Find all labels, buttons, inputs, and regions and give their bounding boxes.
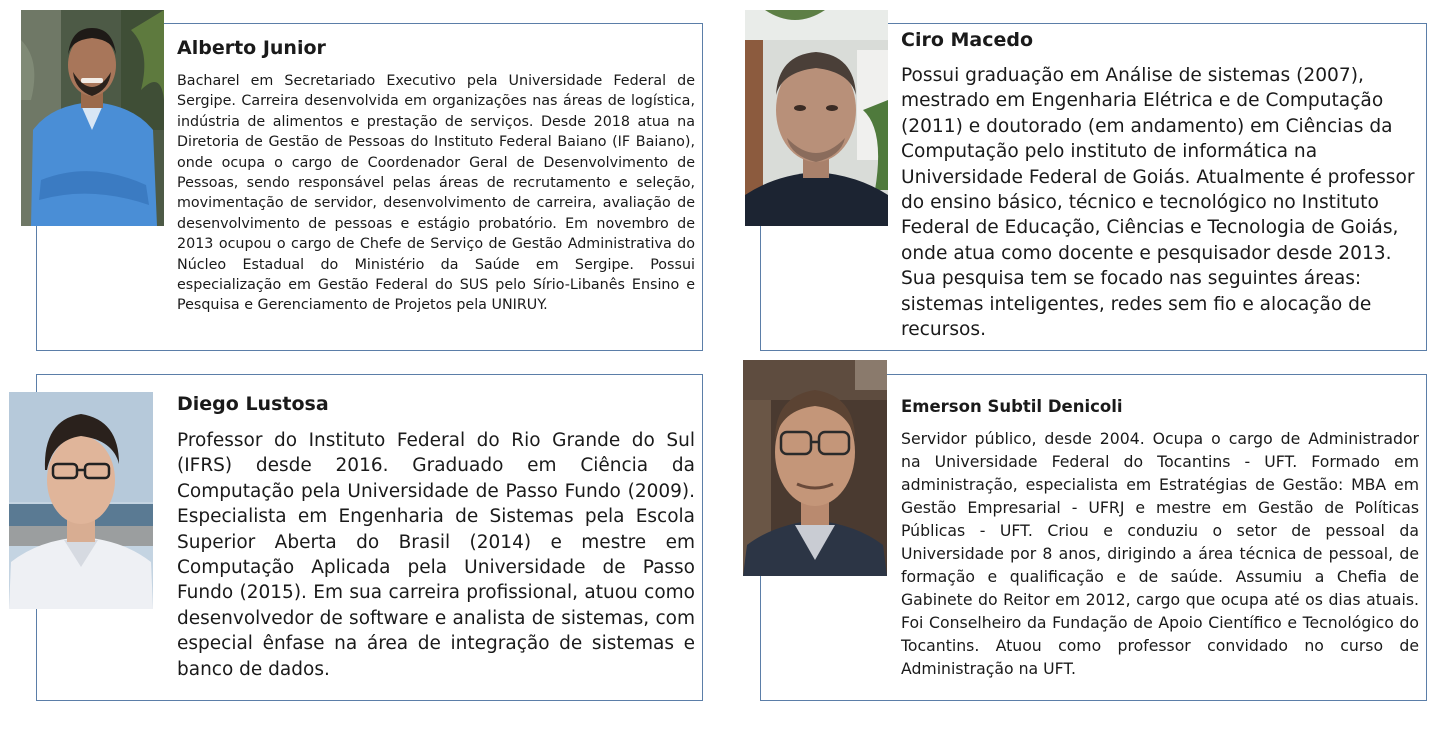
profile-bio-alberto: Bacharel em Secretariado Executivo pela Universidade Federal de Sergipe. Carreira desenvolvida em organizações nas áreas de logística, indústria de alimentos e prestação de serviços. Desde 2018 atua na Diretoria de Gestão de Pessoas do Instituto Federal Baiano (IF Baiano), onde ocupa o cargo de Coordenador Geral de Desenvolvimento de Pessoas, sendo responsável pelas áreas de recrutamento e seleção, movimentação de servidor, desenvolvimento de carreira, avaliação de desenvolvimento de pessoas e estágio probatório. Em novembro de 2013 ocupou o cargo de Chefe de Serviço de Gestão Administrativa do Núcleo Estadual do Ministério da Saúde em Sergipe. Possui especialização em Gestão Federal do SUS pelo Sírio-Libanês Ensino e Pesquisa e Gerenciamento de Projetos pela UNIRUY. (177, 73, 695, 314)
profile-bio-diego: Professor do Instituto Federal do Rio Grande do Sul (IFRS) desde 2016. Graduado em Ciência da Computação pela Universidade de Passo Fundo (2009). Especialista em Engenharia de Sistemas pela Escola Superior Aberta do Brasil (2014) e mestre em Computação Aplicada pela Universidade de Passo Fundo (2015). Em sua carreira profissional, atuou como desenvolvedor de software e analista de sistemas, com especial ênfase na área de integração de sistemas e banco de dados. (177, 430, 695, 680)
profile-name-emerson: Emerson Subtil Denicoli (901, 397, 1123, 416)
profile-bio-emerson: Servidor público, desde 2004. Ocupa o cargo de Administrador na Universidade Federal do Tocantins - UFT. Formado em administração, especialista em Estratégias de Gestão: MBA em Gestão Empresarial - UFRJ e mestre em Gestão de Políticas Públicas - UFT. Criou e conduziu o setor de pessoal da Universidade por 8 anos, dirigindo a área técnica de pessoal, de formação e qualificação e de saúde. Assumiu a Chefia de Gabinete do Reitor em 2012, cargo que ocupa até os dias atuais. Foi Conselheiro da Fundação de Apoio Científico e Tecnológico do Tocantins. Atuou como professor convidado no curso de Administração na UFT. (901, 429, 1419, 678)
profile-name-ciro: Ciro Macedo (901, 29, 1034, 51)
profile-photo-ciro (745, 10, 888, 226)
profile-name-alberto: Alberto Junior (177, 37, 326, 59)
profile-photo-diego (9, 392, 153, 609)
profile-photo-alberto (21, 10, 164, 226)
profile-bio-ciro: Possui graduação em Análise de sistemas (2007), mestrado em Engenharia Elétrica e de Computação (2011) e doutorado (em andamento) em Ciências da Computação pelo instituto de informática na Universidade Federal de Goiás. Atualmente é professor do ensino básico, técnico e tecnológico no Instituto Federal de Educação, Ciências e Tecnologia de Goiás, onde atua como docente e pesquisador desde 2013. Sua pesquisa tem se focado nas seguintes áreas: sistemas inteligentes, redes sem fio e alocação de recursos. (901, 65, 1415, 341)
profile-name-diego: Diego Lustosa (177, 393, 329, 415)
profile-photo-emerson (743, 360, 887, 576)
